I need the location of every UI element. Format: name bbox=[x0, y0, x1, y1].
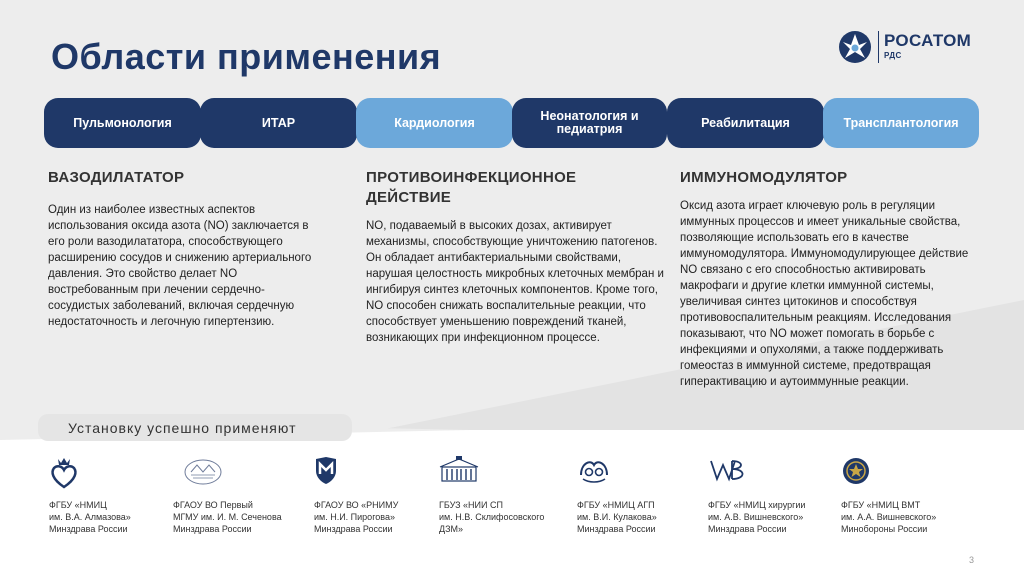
org-line3: Минздрава России bbox=[708, 524, 787, 534]
tab-neonatology[interactable]: Неонатология и педиатрия bbox=[512, 98, 667, 148]
heart-crown-icon bbox=[49, 455, 184, 489]
org-line1: ФГБУ «НМИЦ ВМТ bbox=[841, 500, 921, 510]
column-text: NO, подаваемый в высоких дозах, активирует механизмы, способствующие уничтожению патогенов. Он обладает антибактериальными свойствами, нарушая целостность микробных клеточных мембран и ингибируя синтез клеточных компонентов. Кроме того, NO способен снижать воспалительные реакции, что способствует уменьшению повреждений тканей, возникающих при инфекционном процессе. bbox=[366, 220, 664, 344]
m-shield-icon bbox=[314, 455, 449, 489]
tab-transplantology[interactable]: Трансплантология bbox=[823, 98, 979, 148]
org-line2: им. Н.В. Склифосовского bbox=[439, 512, 545, 522]
org-line1: ФГБУ «НМИЦ АГП bbox=[577, 500, 655, 510]
org-line2: им. А.А. Вишневского» bbox=[841, 512, 937, 522]
column-heading: ВАЗОДИЛАТАТОР bbox=[48, 169, 185, 186]
tab-rehabilitation[interactable]: Реабилитация bbox=[667, 98, 824, 148]
page-title: Области применения bbox=[51, 36, 442, 77]
military-emblem-icon bbox=[841, 455, 976, 489]
brand-sub: РДС bbox=[884, 51, 902, 60]
org-line1: ФГБУ «НМИЦ bbox=[49, 500, 107, 510]
column-vasodilator bbox=[48, 168, 316, 330]
org-vishnevsky-surgery bbox=[708, 455, 843, 535]
org-line3: Минздрава России bbox=[577, 524, 656, 534]
rosatom-atom-icon bbox=[838, 30, 872, 64]
org-line3: Минздрава России bbox=[314, 524, 393, 534]
column-immunomodulator bbox=[680, 168, 985, 390]
org-line1: ФГАОУ ВО «РНИМУ bbox=[314, 500, 399, 510]
org-kulakov bbox=[577, 455, 712, 535]
building-icon bbox=[439, 455, 574, 489]
page-number: 3 bbox=[968, 555, 974, 565]
org-line2: им. А.В. Вишневского» bbox=[708, 512, 804, 522]
org-line2: им. В.И. Кулакова» bbox=[577, 512, 657, 522]
column-heading: ПРОТИВОИНФЕКЦИОННОЕ ДЕЙСТВИЕ bbox=[366, 169, 577, 206]
column-anti-infective bbox=[366, 168, 664, 346]
mother-child-icon bbox=[577, 455, 712, 489]
org-sklifosovsky bbox=[439, 455, 574, 535]
org-line2: им. Н.И. Пирогова» bbox=[314, 512, 395, 522]
org-line1: ГБУЗ «НИИ СП bbox=[439, 500, 503, 510]
org-line2: МГМУ им. И. М. Сеченова bbox=[173, 512, 282, 522]
org-pirogov bbox=[314, 455, 449, 535]
org-line1: ФГБУ «НМИЦ хирургии bbox=[708, 500, 806, 510]
org-line3: Минздрава России bbox=[173, 524, 252, 534]
used-by-label: Установку успешно применяют bbox=[38, 414, 352, 441]
tab-pulmonology[interactable]: Пульмонология bbox=[44, 98, 201, 148]
column-heading: ИММУНОМОДУЛЯТОР bbox=[680, 169, 848, 186]
org-line3: ДЗМ» bbox=[439, 524, 464, 534]
tab-cardiology[interactable]: Кардиология bbox=[356, 98, 513, 148]
brand-logo bbox=[838, 30, 971, 64]
org-line1: ФГАОУ ВО Первый bbox=[173, 500, 253, 510]
logo-divider bbox=[878, 31, 879, 63]
brand-name: РОСАТОМ bbox=[884, 31, 972, 50]
org-vishnevsky-vmt bbox=[841, 455, 976, 535]
org-line3: Минобороны России bbox=[841, 524, 928, 534]
application-tabs bbox=[44, 98, 979, 148]
org-almazov bbox=[49, 455, 184, 535]
monogram-icon bbox=[708, 455, 843, 489]
column-text: Один из наиболее известных аспектов использования оксида азота (NO) заключается в его роли вазодилататора, способствующего расширению сосудов и снижению артериального давления. Это свойство делает NO востребованным при лечении сердечно-сосудистых заболеваний, включая сердечную недостаточность и легочную гипертензию. bbox=[48, 204, 312, 328]
tab-itar[interactable]: ИТАР bbox=[200, 98, 357, 148]
org-line3: Минздрава России bbox=[49, 524, 128, 534]
org-sechenov bbox=[173, 455, 308, 535]
column-text: Оксид азота играет ключевую роль в регуляции иммунных процессов и имеет уникальные свойства, позволяющие использовать его в качестве иммуномодулятора. Иммуномодулирующее действие NO связано с его способностью активировать макрофаги и другие клетки иммунной системы, увеличивая синтез цитокинов и способствуя противовоспалительным реакциям. Исследования показывают, что NO может помогать в борьбе с инфекциями и опухолями, а также поддерживать гомеостаз в иммунной системе, предотвращая гиперактивацию и аутоиммунные реакции. bbox=[680, 200, 969, 388]
org-line2: им. В.А. Алмазова» bbox=[49, 512, 131, 522]
university-emblem-icon bbox=[173, 455, 308, 489]
